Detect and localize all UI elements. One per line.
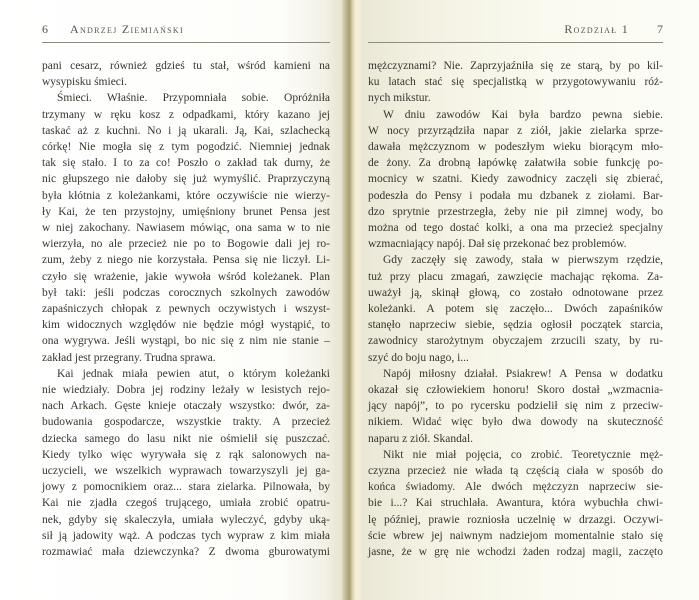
text-line: zawodnicy starożytnym obyczajem zrzucili szaty, by ru- — [368, 335, 663, 348]
text-line: okazał się człowiekiem honoru! Skoro dostał „wzmacnia- — [368, 384, 663, 397]
text-line: tak się stało. I to za co! Poszło o zakład tak durny, że — [42, 157, 330, 170]
right-page-text — [368, 58, 663, 560]
text-line: nach Arkach. Gęste knieje otaczały wszystko: dwór, za- — [42, 400, 330, 413]
text-line: bie i...? Kai struchlała. Awantura, która wybuchła chwi- — [368, 497, 663, 510]
text-line: nic głupszego nie dałoby się już wymyślić. Praprzyczyną — [42, 173, 330, 186]
text-line: uważył ją, skinął głową, co zostało odnotowane przez — [368, 286, 663, 299]
text-line: W nocy przyrządziła napar z ziół, jakie zielarka sprze- — [368, 124, 663, 137]
text-line: dziecka samego do lasu nikt nie ośmielił się puszczać. — [42, 432, 330, 445]
text-line: mocnicy w szatni. Kiedy zawodnicy zaczęli się zbierać, — [368, 173, 663, 186]
right-page — [362, 0, 699, 600]
left-header-rule — [42, 42, 330, 43]
text-line: naparu z ziół. Skandal. — [368, 432, 474, 445]
text-line: kim widocznych względów nie będzie mógł wystąpić, to — [42, 319, 330, 332]
text-line: ku latach stać się specjalistką w przygotowywaniu róż- — [368, 76, 663, 89]
text-line: uczycieli, we wszelkich wyprawach towarzyszyli jej ga- — [42, 465, 330, 478]
text-line: córkę! Nie mogła się z tym pogodzić. Niemniej jednak — [42, 141, 330, 154]
book-spine-gutter — [342, 0, 362, 600]
text-line: stanęło naprzeciw siebie, sędzia ogłosił początek starcia, — [368, 319, 663, 332]
right-page-number: 7 — [657, 22, 663, 36]
text-line: czyzna przecież nie włada tą częścią ciała w sposób do — [368, 465, 663, 478]
text-line: Gdy zaczęły się zawody, stała w pierwszym rzędzie, — [383, 254, 663, 267]
text-line: zapaśniczych chłopak z pewnych oczywistych i wszyst- — [42, 303, 330, 316]
text-line: szyć do boju nago, i... — [368, 351, 469, 364]
text-line: rozmawiać mała dziewczynka? Z dwoma gburowatymi — [42, 546, 330, 559]
text-line: jasne, że w grę nie wchodzi żaden rodzaj magii, zaczęto — [368, 546, 663, 559]
text-line: lę później, prawie rozniosła uczelnię w drzazgi. Oczywi- — [368, 513, 663, 526]
text-line: nikiem. Widać więc było dwa dowody na skuteczność — [368, 416, 663, 429]
right-header-rule — [368, 42, 663, 43]
left-page — [0, 0, 342, 600]
text-line: budowania gospodarcze, wszystkie trakty. A przecież — [42, 416, 330, 429]
left-page-header — [42, 22, 330, 37]
left-page-text — [42, 58, 330, 560]
text-line: Kiedy tylko więc wyrywała się z rąk salonowych na- — [42, 448, 330, 461]
text-line: tuż przy placu zmagań, zawzięcie machając rękoma. Za- — [368, 270, 663, 283]
text-line: nie wiedziały. Dobra jej rodziny leżały w lesistych rejo- — [42, 384, 330, 397]
text-line: Śmieci. Właśnie. Przypomniała sobie. Opróżniła — [57, 92, 330, 105]
text-line: wierzyła, no ale przecież nie po to Bogowie dali jej ro- — [42, 238, 330, 251]
text-line: pani cesarz, również gdzieś tu stał, wśród kamieni na — [42, 60, 330, 72]
text-line: wzmacniający napój. Dał się przekonać bez problemów. — [368, 238, 627, 251]
left-running-header: Andrzej Ziemiański — [70, 22, 184, 36]
text-line: W dniu zawodów Kai była bardzo pewna siebie. — [383, 108, 663, 121]
text-line: Nikt nie miał pojęcia, co zrobić. Teoretycznie męż- — [383, 448, 663, 461]
text-line: ona wygrywa. Jeśli wystąpi, bo nic się z nim nie stanie – — [42, 335, 330, 348]
text-line: Napój miłosny działał. Psiakrew! A Pensa w dodatku — [383, 367, 663, 380]
text-line: koleżanki. A potem się zaczęło... Dwóch zapaśników — [368, 303, 663, 316]
text-line: Kai nie zjadła czegoś trującego, umiała zrobić opatru- — [42, 497, 330, 510]
left-page-number: 6 — [42, 22, 48, 36]
text-line: jący napój”, to po rycersku podzielił się nim z przeciw- — [368, 400, 663, 413]
text-line: de żony. Za drobną łapówkę załatwiła sobie funkcję po- — [368, 157, 663, 170]
text-line: mężczyznami? Nie. Zaprzyjaźniła się ze starą, by po kil- — [368, 60, 663, 72]
text-line: dawała mężczyznom w podeszłym wieku biorącym mło- — [368, 141, 663, 154]
text-line: sił ją jadowity wąż. A podczas tych wypraw z kim miała — [42, 529, 330, 542]
text-line: końca świadomy. Ale dwóch mężczyzn naprzeciw sie- — [368, 481, 663, 494]
text-line: była kłótnia z koleżankami, które oczywiście nie wierzy- — [42, 189, 330, 202]
text-line: jowy z pomocnikiem oraz... stara zielarka. Pilnowała, by — [42, 481, 330, 494]
text-line: w niej zakochany. Nawiasem mówiąc, ona sama w to nie — [42, 222, 330, 235]
text-line: trzymany w ręku kosz z odpadkami, który kazano jej — [42, 108, 330, 121]
text-line: był taki: jeśli podczas corocznych szkolnych zawodów — [42, 286, 330, 299]
text-line: można od tego dostać kolki, a ona ma przecież specjalny — [368, 222, 663, 235]
text-line: Kai jednak miała pewien atut, o którym koleżanki — [57, 367, 330, 380]
text-line: taskać aż z kuchni. No i ją ukarali. Ją, Kai, szlachecką — [42, 124, 330, 137]
text-line: zakład jest przegrany. Trudna sprawa. — [42, 351, 216, 364]
text-line: wysypisku śmieci. — [42, 76, 127, 89]
text-line: ły Kai, że ten przystojny, umięśniony brunet Pensa jest — [42, 205, 330, 218]
right-page-header — [368, 22, 663, 37]
text-line: dzo sprytnie przestrzegła, żeby nie pił zimnej wody, bo — [368, 205, 663, 218]
text-line: nek, gdyby się skaleczyła, umiała wyleczyć, gdyby uką- — [42, 513, 330, 526]
right-running-header: Rozdział 1 — [564, 22, 629, 36]
text-line: podeszła do Pensy i podała mu dzbanek z ziołami. Bar- — [368, 189, 663, 202]
text-line: ście wbrew jej naiwnym nadziejom momentalnie stało się — [368, 529, 663, 542]
text-line: zum, żeby z niego nie korzystała. Pensa się nie liczył. Li- — [42, 254, 330, 267]
text-line: czyło się wrażenie, jakie wywoła wśród koleżanek. Plan — [42, 270, 330, 283]
text-line: nych mikstur. — [368, 92, 431, 105]
